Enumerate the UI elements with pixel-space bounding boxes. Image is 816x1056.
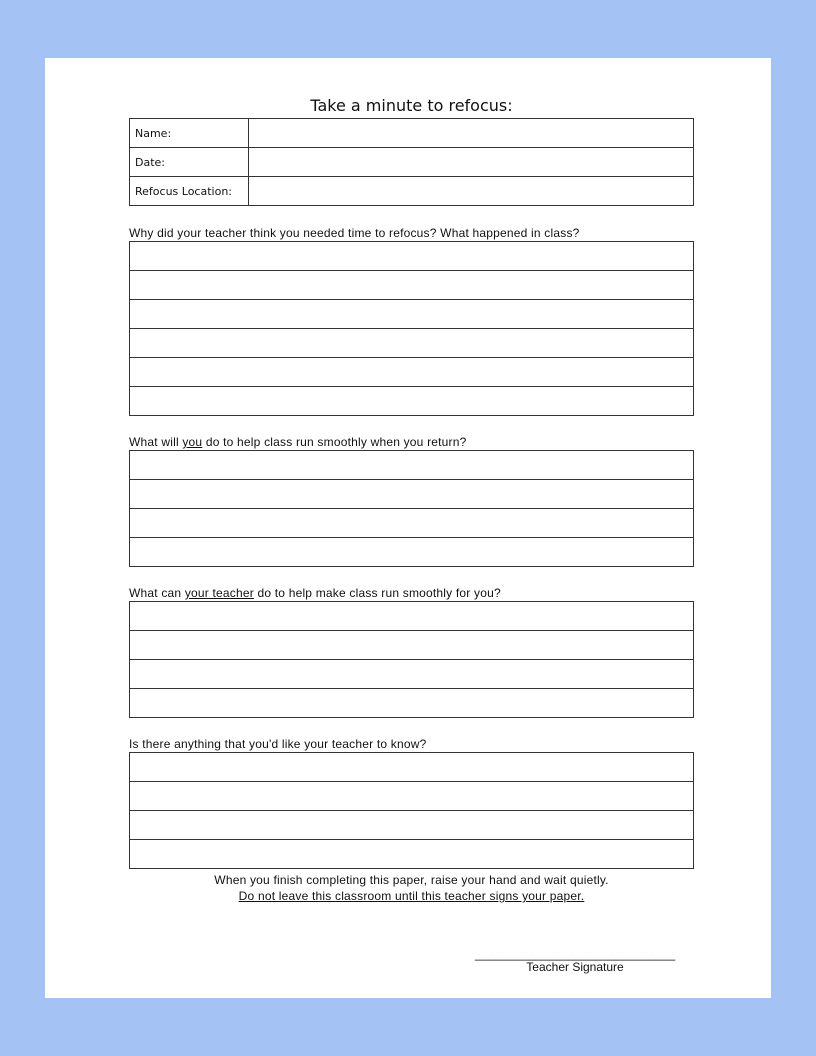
answer-line[interactable] xyxy=(130,811,693,840)
answer-line[interactable] xyxy=(130,358,693,387)
question-emphasis: your teacher xyxy=(184,586,254,600)
answer-line[interactable] xyxy=(130,840,693,869)
info-row-name xyxy=(130,119,694,148)
answer-lines-what-happened xyxy=(129,241,694,416)
info-row-date xyxy=(130,148,694,177)
teacher-signature-block xyxy=(475,948,675,974)
answer-line[interactable] xyxy=(130,480,693,509)
answer-line[interactable] xyxy=(130,451,693,480)
worksheet-content xyxy=(129,94,694,904)
answer-line[interactable] xyxy=(130,329,693,358)
answer-line[interactable] xyxy=(130,631,693,660)
signature-line[interactable]: ______________________________ xyxy=(475,947,676,961)
closing-line-2: Do not leave this classroom until this teacher signs your paper. xyxy=(238,889,585,903)
answer-line[interactable] xyxy=(130,753,693,782)
date-field[interactable] xyxy=(249,148,694,177)
location-label: Refocus Location: xyxy=(130,177,249,206)
question-what-happened: Why did your teacher think you needed time to refocus? What happened in class? xyxy=(129,226,580,240)
question-text: What will xyxy=(129,435,183,449)
answer-line[interactable] xyxy=(130,387,693,416)
info-row-location xyxy=(130,177,694,206)
name-label: Name: xyxy=(130,119,249,148)
question-anything-to-know: Is there anything that you'd like your teacher to know? xyxy=(129,737,427,751)
answer-line[interactable] xyxy=(130,689,693,718)
question-text: What can xyxy=(129,586,185,600)
answer-line[interactable] xyxy=(130,242,693,271)
closing-line-1: When you finish completing this paper, raise your hand and wait quietly. xyxy=(214,873,609,887)
name-field[interactable] xyxy=(249,119,694,148)
date-label: Date: xyxy=(130,148,249,177)
info-table xyxy=(129,118,694,206)
answer-line[interactable] xyxy=(130,602,693,631)
question-text: do to help make class run smoothly for you? xyxy=(253,586,501,600)
question-text: do to help class run smoothly when you return? xyxy=(202,435,467,449)
worksheet-page xyxy=(45,58,771,998)
location-field[interactable] xyxy=(249,177,694,206)
question-emphasis: you xyxy=(182,435,203,449)
answer-lines-what-will-you-do xyxy=(129,450,694,567)
page-title: Take a minute to refocus: xyxy=(310,96,513,115)
answer-line[interactable] xyxy=(130,538,693,567)
answer-line[interactable] xyxy=(130,509,693,538)
answer-lines-what-can-teacher-do xyxy=(129,601,694,718)
answer-line[interactable] xyxy=(130,660,693,689)
answer-line[interactable] xyxy=(130,300,693,329)
answer-line[interactable] xyxy=(130,782,693,811)
answer-line[interactable] xyxy=(130,271,693,300)
question-what-can-teacher-do xyxy=(129,586,694,601)
closing-instructions xyxy=(129,872,694,904)
signature-label: Teacher Signature xyxy=(526,960,624,974)
answer-lines-anything-to-know xyxy=(129,752,694,869)
question-what-will-you-do xyxy=(129,435,694,450)
